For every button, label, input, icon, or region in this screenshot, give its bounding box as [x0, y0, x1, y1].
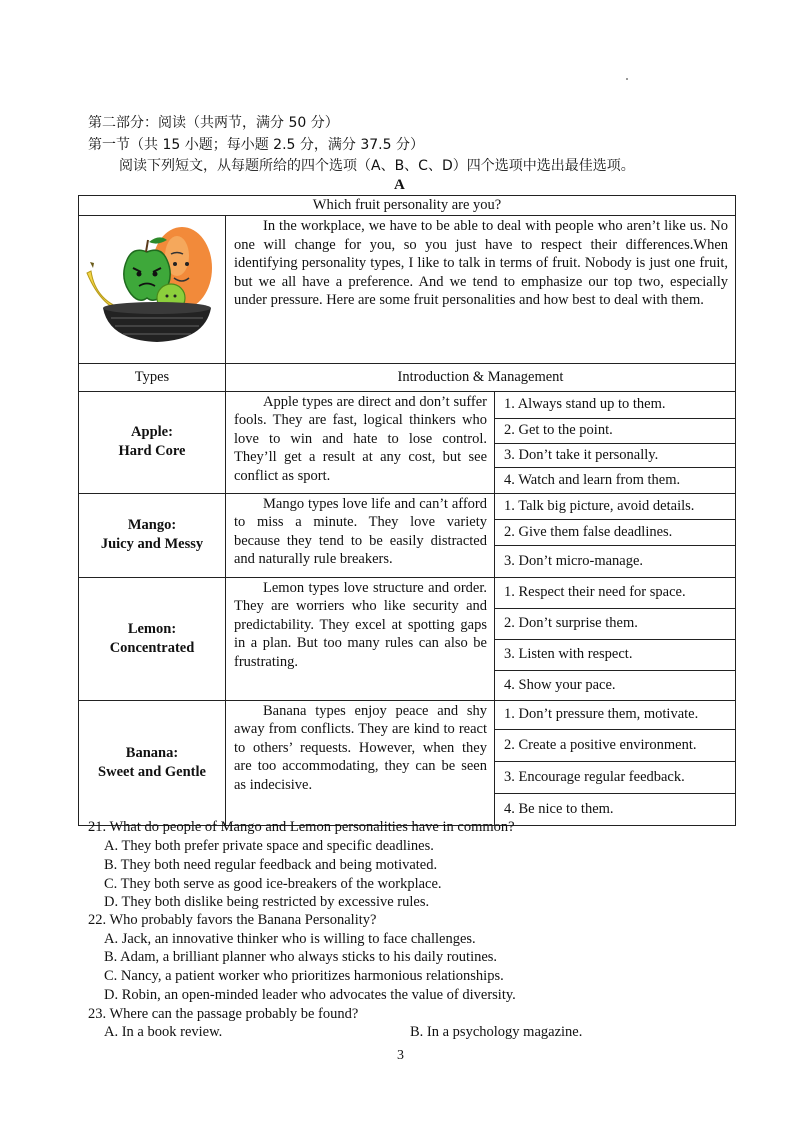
q21-option-a: A. They both prefer private space and specific deadlines.	[104, 838, 434, 854]
q22-option-d: D. Robin, an open-minded leader who advocates the value of diversity.	[104, 987, 516, 1003]
type-name: Banana:	[125, 744, 179, 761]
intro-management-header: Introduction & Management	[226, 363, 736, 391]
types-header: Types	[79, 363, 226, 391]
tip: 3. Don’t take it personally.	[495, 444, 735, 468]
q23-option-b: B. In a psychology magazine.	[410, 1024, 583, 1040]
type-banana	[79, 700, 226, 825]
type-name: Lemon:	[127, 620, 177, 637]
q21-option-d: D. They both dislike being restricted by excessive rules.	[104, 894, 430, 910]
description: Banana types enjoy peace and shy away from conflicts. They are kind to react to others’ requests. However, when they are too accommodating, they can be seen as indecisive.	[234, 702, 487, 793]
desc-lemon	[226, 577, 495, 700]
table-row	[79, 391, 736, 493]
type-apple	[79, 391, 226, 493]
description: Mango types love life and can’t afford to miss a minute. They love variety because they tend to be easily distracted and naturally rule breakers.	[234, 495, 487, 568]
tip: 4. Watch and learn from them.	[504, 471, 681, 488]
table-row	[79, 577, 736, 700]
tip: 4. Be nice to them.	[504, 800, 614, 817]
type-name: Apple:	[131, 424, 173, 441]
q21-option-b: B. They both need regular feedback and being motivated.	[104, 857, 438, 873]
q22-option-a: A. Jack, an innovative thinker who is willing to face challenges.	[104, 931, 476, 947]
type-subtitle: Concentrated	[109, 639, 195, 656]
tip: 1. Don’t pressure them, motivate.	[495, 701, 735, 730]
q23-option-a: A. In a book review.	[104, 1024, 223, 1040]
tip: 3. Listen with respect.	[495, 640, 735, 671]
scan-speck	[626, 78, 628, 80]
table-title: Which fruit personality are you?	[79, 196, 736, 216]
fruit-bowl-illustration	[79, 216, 226, 364]
desc-banana	[226, 700, 495, 825]
type-lemon	[79, 577, 226, 700]
tips-lemon	[495, 577, 736, 700]
description: Apple types are direct and don’t suffer fools. They are fast, logical thinkers who love to win and hate to lose control. They’ll get a result at any cost, but see conflict as sport.	[234, 393, 487, 484]
type-subtitle: Hard Core	[118, 443, 186, 460]
desc-apple	[226, 391, 495, 493]
tip: 2. Create a positive environment.	[495, 730, 735, 762]
instructions: 阅读下列短文，从每题所给的四个选项（A、B、C、D）四个选项中选出最佳选项。	[119, 158, 635, 174]
tip: 2. Don’t surprise them.	[495, 609, 735, 640]
tip: 2. Give them false deadlines.	[495, 520, 735, 546]
q21-stem: 21. What do people of Mango and Lemon personalities have in common?	[88, 819, 515, 835]
intro-paragraph: In the workplace, we have to be able to deal with people who aren’t like us. No one will change for you, so you just have to respect their differences.When identifying personality types, I like to talk in terms of fruit. Nobody is just one fruit, but we all have a preference. And we tend to emphasize our top two, especially under pressure. Here are some fruit personalities and how best to deal with them.	[234, 218, 729, 309]
tip: 1. Respect their need for space.	[495, 578, 735, 609]
tip: 2. Get to the point.	[495, 419, 735, 444]
part-heading: 第二部分：阅读（共两节，满分 50 分）	[88, 115, 339, 131]
q23-stem: 23. Where can the passage probably be found?	[88, 1006, 359, 1022]
type-subtitle: Sweet and Gentle	[98, 763, 206, 780]
page-number: 3	[397, 1048, 404, 1063]
tip: 3. Don’t micro-manage.	[504, 552, 644, 569]
q22-option-c: C. Nancy, a patient worker who prioritizes harmonious relationships.	[104, 968, 504, 984]
section-heading: 第一节（共 15 小题；每小题 2.5 分，满分 37.5 分）	[88, 137, 424, 153]
fruit-personality-table	[78, 195, 736, 826]
type-mango	[79, 493, 226, 577]
q22-option-b: B. Adam, a brilliant planner who always sticks to his daily routines.	[104, 949, 498, 965]
type-subtitle: Juicy and Messy	[100, 536, 204, 553]
q22-stem: 22. Who probably favors the Banana Personality?	[88, 912, 377, 928]
tip: 1. Talk big picture, avoid details.	[495, 494, 735, 520]
table-row	[79, 493, 736, 577]
passage-letter: A	[394, 177, 405, 193]
desc-mango	[226, 493, 495, 577]
tip: 4. Show your pace.	[504, 676, 616, 693]
fruit-bowl-icon	[79, 216, 226, 357]
tips-banana	[495, 700, 736, 825]
tip: 1. Always stand up to them.	[495, 392, 735, 419]
q21-option-c: C. They both serve as good ice-breakers of the workplace.	[104, 876, 442, 892]
tips-apple	[495, 391, 736, 493]
tips-mango	[495, 493, 736, 577]
type-name: Mango:	[127, 517, 177, 534]
tip: 3. Encourage regular feedback.	[495, 762, 735, 794]
description: Lemon types love structure and order. They are worriers who like security and predictability. They excel at spotting gaps in a plan. But too many rules can also be frustrating.	[234, 579, 487, 670]
table-row	[79, 700, 736, 825]
intro-paragraph-cell	[226, 216, 736, 364]
